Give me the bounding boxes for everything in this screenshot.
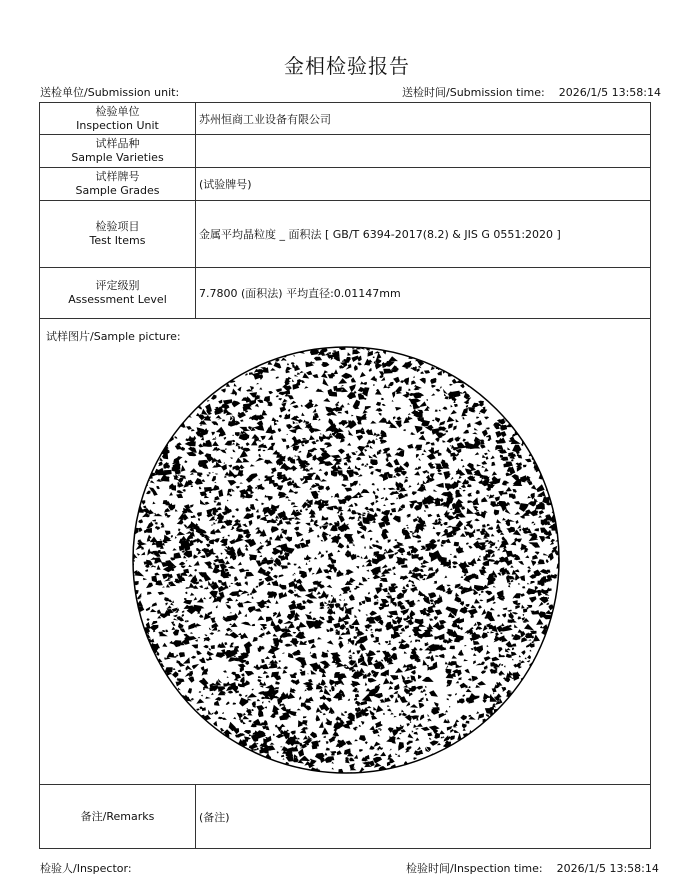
inspection-unit-row [40, 103, 651, 135]
inspection-time-value: 2026/1/5 13:58:14 [556, 862, 659, 875]
assessment-level-value: 7.7800 (面积法) 平均直径:0.01147mm [196, 268, 651, 319]
sample-picture-label: 试样图片/Sample picture: [46, 330, 181, 343]
remarks-table [39, 784, 651, 849]
submission-time-label: 送检时间/Submission time: [402, 86, 545, 99]
test-items-label-en: Test Items [89, 234, 146, 247]
submission-time-row [402, 84, 661, 100]
micrograph-svg [131, 345, 561, 775]
submission-unit-label: 送检单位/Submission unit: [40, 86, 180, 99]
inspection-time-row [406, 860, 659, 876]
test-items-value: 金属平均晶粒度 _ 面积法 [ GB/T 6394-2017(8.2) & JIS G 0551:2020 ] [196, 201, 651, 268]
test-items-row [40, 201, 651, 268]
sample-micrograph-image [131, 345, 561, 775]
remarks-value: (备注) [196, 785, 651, 849]
inspection-unit-value: 苏州恒商工业设备有限公司 [196, 103, 651, 135]
report-info-table [39, 102, 651, 319]
assessment-level-label-cn: 评定级别 [95, 279, 140, 292]
sample-picture-section [39, 318, 651, 785]
sample-varieties-label [40, 135, 196, 168]
inspection-unit-label [40, 103, 196, 135]
sample-grades-row [40, 168, 651, 201]
sample-grades-label-cn: 试样牌号 [95, 170, 140, 183]
inspection-time-label: 检验时间/Inspection time: [406, 862, 543, 875]
remarks-label: 备注/Remarks [40, 785, 196, 849]
assessment-level-label-en: Assessment Level [68, 293, 167, 306]
sample-grades-label [40, 168, 196, 201]
sample-grades-label-en: Sample Grades [75, 184, 160, 197]
sample-varieties-label-cn: 试样品种 [95, 137, 140, 150]
sample-varieties-value [196, 135, 651, 168]
assessment-level-row [40, 268, 651, 319]
submission-time-value: 2026/1/5 13:58:14 [558, 86, 662, 99]
inspector-label: 检验人/Inspector: [40, 862, 132, 875]
sample-grades-value: (试验牌号) [196, 168, 651, 201]
assessment-level-label [40, 268, 196, 319]
remarks-row [40, 785, 651, 849]
test-items-label-cn: 检验项目 [95, 220, 140, 233]
inspection-unit-label-en: Inspection Unit [76, 118, 159, 132]
inspection-unit-label-cn: 检验单位 [95, 104, 140, 118]
test-items-label [40, 201, 196, 268]
sample-varieties-label-en: Sample Varieties [71, 151, 164, 164]
report-title: 金相检验报告 [284, 54, 410, 78]
sample-varieties-row [40, 135, 651, 168]
